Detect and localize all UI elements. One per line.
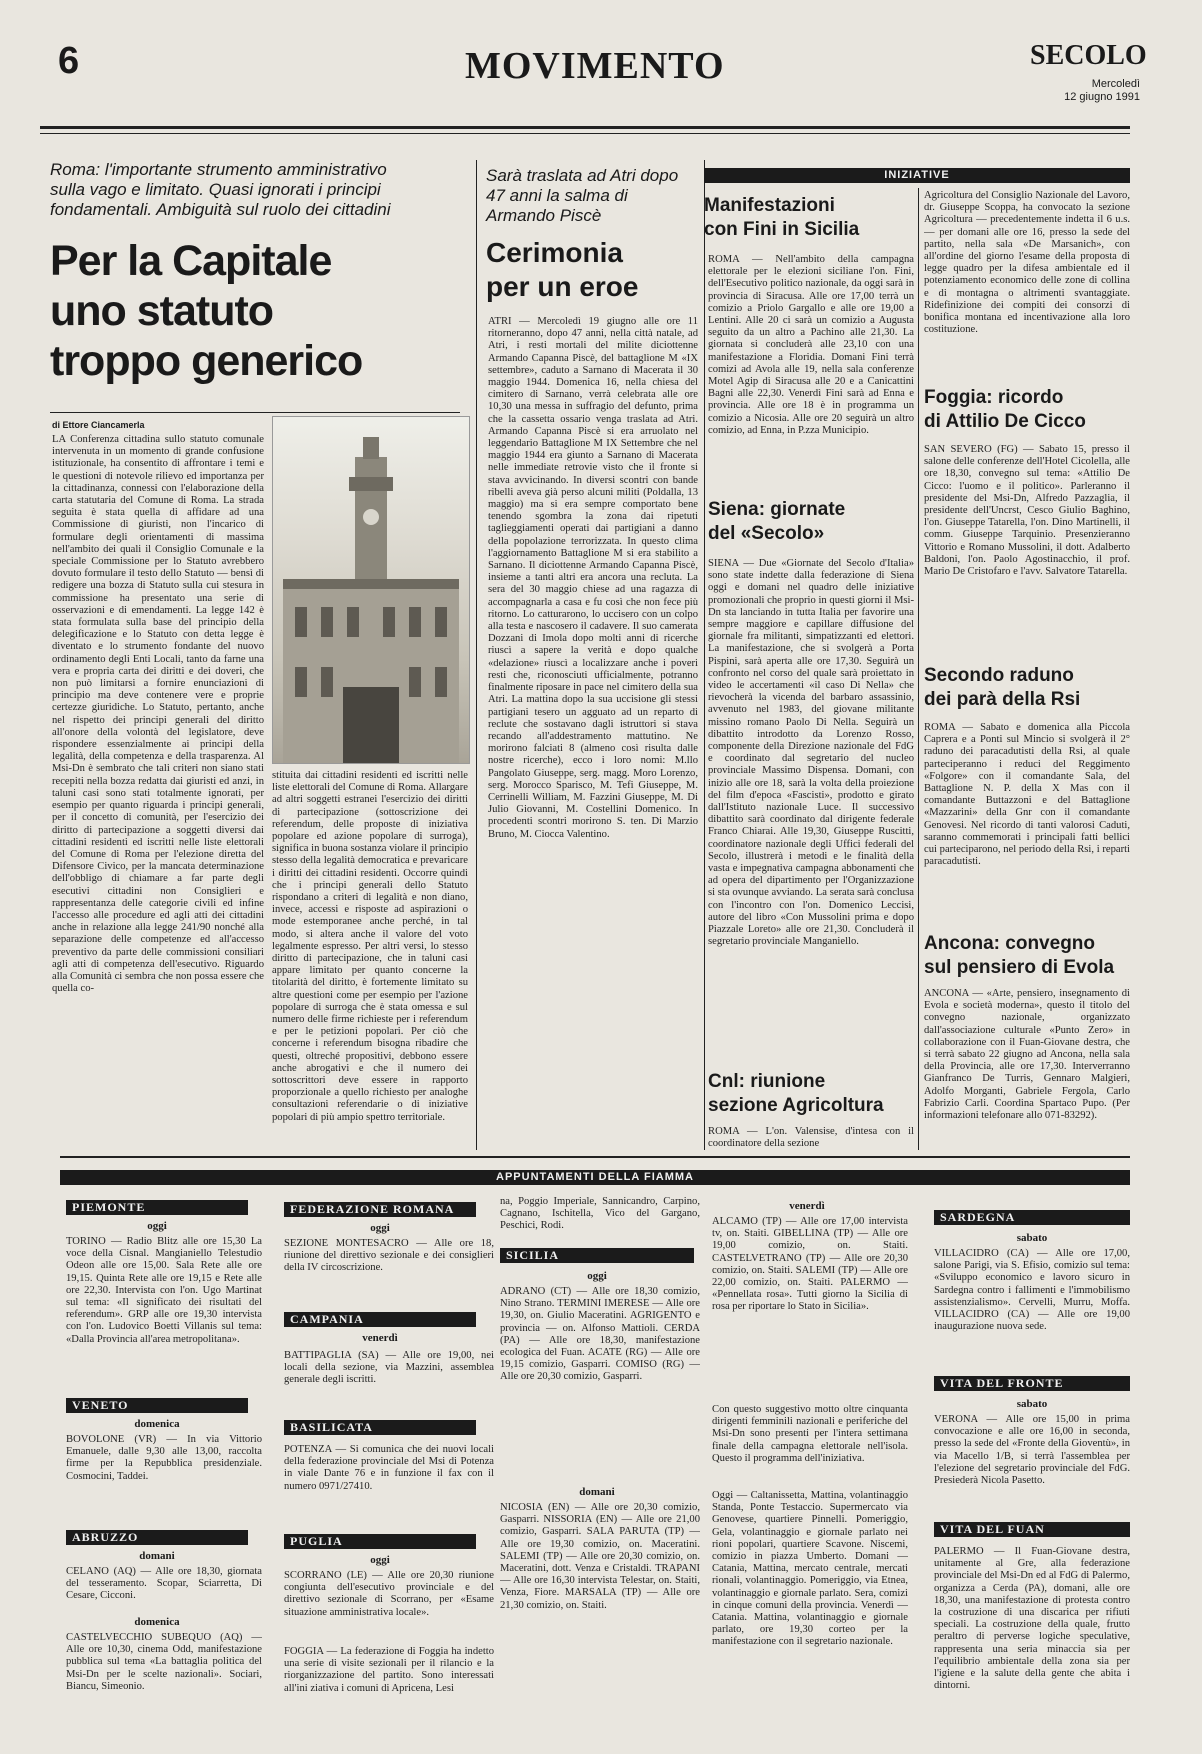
header-rule [40,126,1130,129]
sicilia-day-1: oggi [587,1270,607,1282]
campidoglio-photo [272,416,470,764]
ancona-body: ANCONA — «Arte, pensiero, insegnamento di Evola e società moderna», questo il titolo del convegno nazionale, organizzato dall'associazione culturale «Punto Zero» in collaborazione con il Fuan-Giovane destra, che si terrà sabato 22 giugno ad Ancona, nella sala della Provincia, alle ore 17,30. Interverranno Gianfranco De Turris, Gennaro Malgieri, Adolfo Morganti, Gabriele Fergola, Carlo Fabrizio Carli. Coordina Spartaco Pupo. (Per informazioni telefonare allo 071-83292). [924,988,1130,1122]
foggia-headline-line1: Foggia: ricordo [924,387,1064,408]
eroe-headline-line2: per un eroe [486,271,639,302]
veneto-body: BOVOLONE (VR) — In via Vittorio Emanuele, dalle 9,30 alle 13,00, raccolta firme per la Repubblica presidenziale. Cosmocini, Taddei. [66,1434,262,1482]
cnl-body: ROMA — L'on. Valensise, d'intesa con il coordinatore della sezione [708,1126,914,1150]
ancona-headline [924,932,1130,980]
column-rule-2 [704,160,705,1150]
appuntamenti-band: APPUNTAMENTI DELLA FIAMMA [60,1170,1130,1185]
abruzzo-day-1: domani [139,1550,175,1562]
region-campania: CAMPANIA [284,1312,476,1327]
eroe-headline-line1: Cerimonia [486,237,623,268]
puglia-body-2: FOGGIA — La federazione di Foggia ha indetto una serie di visite sezionali per il rilancio e la riorganizzazione del partito. Sono interessati all'ini ziativa i comuni di Apricena, Lesi [284,1646,494,1694]
sicilia-day-2: domani [579,1486,615,1498]
rsi-headline-line1: Secondo raduno [924,665,1074,686]
eroe-kicker: Sarà traslata ad Atri dopo 47 anni la salma di Armando Piscè [486,166,679,225]
fuan-body: PALERMO — Il Fuan-Giovane destra, unitamente al Gre, alla federazione provinciale del Msi-Dn ed al FdG di Palermo, organizza a Cerda (PA), domani, alle ore 18,30, una manifestazione di protesta contro la costruzione di una discarica per rifiuti speciali. La costruzione della quale, frutto peraltro di perverse logiche speculative, rappresenta una seria minaccia sia per l'equilibrio ambientale della zona sia per l'igiene e la salute della gente che abita i dintorni. [934,1546,1130,1692]
fronte-day: sabato [1016,1398,1048,1410]
sardegna-day: sabato [1016,1232,1048,1244]
federazione-body: SEZIONE MONTESACRO — Alle ore 18, riunione del direttivo sezionale e dei consiglieri della IV circoscrizione. [284,1238,494,1274]
lead-headline [50,236,450,386]
siena-headline [708,498,914,546]
fronte-body: VERONA — Alle ore 15,00 in prima convocazione e alle ore 16,00 in seconda, presso la sede del «Fronte della Gioventù», in via Macello 1/B, si terrà l'assemblea per l'elezione del segretario provinciale del FdG. Presiederà Nicola Pasetto. [934,1414,1130,1487]
region-vita-del-fuan: VITA DEL FUAN [934,1522,1130,1537]
section-title: MOVIMENTO [465,45,725,87]
lead-headline-line1: Per la Capitale [50,237,332,285]
issue-date [1040,78,1140,104]
lead-column-2: stituita dai cittadini residenti ed iscritti nelle liste elettorali del Comune di Roma. Allargare ad altri soggetti estranei l'esercizio dei diritti di partecipazione (sottoscrizione dei referendum, delle proposte di iniziativa popolare ed azione popolare di surroga), significa in buona sostanza violare il principio stesso della legalità democratica e prevaricare i diritti dei cittadini residenti. Occorre quindi che i principi generali dello Statuto rispondano a criteri di legalità e non diano, invece, accessi e risposte ad aspirazioni o mode estemporanee anche perché, in tal modo, si altera anche il valore del voto legalmente espresso. Per altri versi, lo stesso diritto di partecipazione, che in taluni casi appare limitato per quanto concerne la titolarità del diritto, è fortemente limitato su altre questioni come per esempio per l'azione popolare di surroga che è stata omessa e sul numero delle firme richieste per i referendum e per le petizioni popolari. Per ciò che concerne i referendum bisogna ribadire che questi, oltreché propositivi, debbono essere anche abrogativi e che il numero dei sottoscrittori deve essere in rapporto proporzionale a quello richiesto per analoghe consultazioni referendarie o di iniziative popolari di più ampio spettro territoriale. [272,770,468,1123]
cnl-headline-line1: Cnl: riunione [708,1071,826,1092]
siena-body: SIENA — Due «Giornate del Secolo d'Italia» sono state indette dalla federazione di Siena oggi e domani nel quadro delle iniziative promozionali che proprio in questi giorni il Msi-Dn sta lanciando in tutta Italia per favorire una sempre maggiore e capillare diffusione del giornale fra militanti, simpatizzanti ed elettori. La manifestazione, che si svolgerà a Porta Pispini, sarà aperta alle ore 17,30. Seguirà un confronto nel corso del quale sarà proiettato in video le accertamenti «il caso Di Nella» che rievocherà la vicenda del barbaro assassinio, avvenuto nel 1983, del giovane militante missino romano Paolo Di Nella. Seguirà un dibattito introdotto da Lorenzo Rosso, componente della Direzione nazionale del FdG e coordinato dal segretario del nucleo provinciale Massimo Dispensa. Domani, con inizio alle ore 18, sarà la volta della proiezione del film d'epoca «Fascisti», prodotto e girato dall'Istituto nazionale Luce. Il successivo dibattito sarà coordinato dal dirigente federale Franco Chiarai. Alle 19,30, Giuseppe Ruscitti, coordinatore nazionale degli Uffici federali del Secolo, illustrerà i metodi e le finalità della vasta e impegnativa campagna abbonamenti che ad opera del dipartimento per l'Organizzazione si sta ovunque avviando. La serata sarà conclusa con l'incontro con l'on. Domenico Leccisi, autore del libro «Con Mussolini prima e dopo Piazzale Loreto» alle ore 21,30. Concluderà il segretario provinciale Manganiello. [708,558,914,948]
region-sicilia: SICILIA [500,1248,694,1263]
puglia-body-1: SCORRANO (LE) — Alle ore 20,30 riunione congiunta dell'esecutivo provinciale e del direttivo sezionale di Scorrano, per «Esame situazione amministrativa locale». [284,1570,494,1618]
col4-body-1: ALCAMO (TP) — Alle ore 17,00 intervista tv, on. Staiti. GIBELLINA (TP) — Alle ore 19,00 comizio, on. Staiti. CASTELVETRANO (TP) — Alle ore 20,30 comizio, on. Staiti. SALEMI (TP) — Alle ore 22,00 comizio, on. Staiti. PALERMO — «Pennellata rosa». Tutti giorno la Sicilia di rosa per riportare lo Stato in Sicilia». [712,1216,908,1313]
foggia-body: SAN SEVERO (FG) — Sabato 15, presso il salone delle conferenze dell'Hotel Cicolella, alle ore 18,30, convegno sul tema: «Attilio De Cicco: l'uomo e il politico». Parleranno il presidente del Msi-Dn, Alfredo Pazzaglia, il presidente dell'Uncrst, Cesco Giulio Baghino, l'on. Giuseppe Tatarella, l'on. Dino Martinelli, il comm. Giuseppe Tarquinio. Presenzieranno Vittorio e Romano Mussolini, il dott. Adalberto Baldoni, l'on. Paolo Agostinacchio, il prof. Mario De Cristofaro e l'avv. Salvatore Tatarella. [924,444,1130,578]
abruzzo-day-2: domenica [134,1616,180,1628]
region-puglia: PUGLIA [284,1534,476,1549]
campidoglio-illustration [273,417,469,763]
siena-headline-line2: del «Secolo» [708,523,825,544]
campania-body: BATTIPAGLIA (SA) — Alle ore 19,00, nei locali della sezione, via Mazzini, assemblea generale degli iscritti. [284,1350,494,1386]
cnl-headline [708,1070,914,1118]
col4-body-2: Con questo suggestivo motto oltre cinquanta dirigenti femminili nazionali e periferiche del Msi-Dn sono presenti per l'intera settimana finale della campagna elettorale nell'isola. Questo il programma dell'iniziativa. [712,1404,908,1464]
region-abruzzo: ABRUZZO [66,1530,248,1545]
rsi-body: ROMA — Sabato e domenica alla Piccola Caprera e a Ponti sul Mincio si svolgerà il 2° raduno dei paracadutisti della Rsi, al quale parteciperanno i reduci del Reggimento «Folgore» con il comandante Sala, del Battaglione N. P. della X Mas con il comandante Buttazzoni e del Battaglione «Mazzarini» della Gnr con il comandante Genovesi. Nel ricordo di tanti valorosi Caduti, saranno commemorati i principali fatti bellici cui parteciparono, nel periodo della Rsi, i reparti paracadutisti. [924,722,1130,868]
fini-body: ROMA — Nell'ambito della campagna elettorale per le elezioni siciliane l'on. Fini, dell'Esecutivo politico nazionale, da oggi sarà in provincia di Siracusa. Alle ore 17,00 terrà un comizio a Priolo Gargallo e alle ore 19,00 a Lentini. Alle 20 ci sarà un comizio a Augusta seguito da un altro a Pachino alle 21,30. La giornata si concluderà alle 23,10 con una manifestazione a Floridia. Domani Fini terrà comizi ad Avola alle 19, nella sala conferenze Motel Agip di Siracusa alle 20 e a Canicattini Bagni alle 22,30. Venerdì Fini sarà ad Enna e provincia. Alle ore 18 è in programma un comizio a Nicosia. Alle ore 20 seguirà un altro comizio, ad Enna, in P.zza Municipio. [708,254,914,436]
fini-headline-line2: con Fini in Sicilia [704,219,860,240]
siena-headline-line1: Siena: giornate [708,499,846,520]
abruzzo-body-1: CELANO (AQ) — Alle ore 18,30, giornata del tesseramento. Scopar, Sciarretta, Di Cesare, Cicconi. [66,1566,262,1602]
campania-day: venerdì [362,1332,398,1344]
page-number: 6 [58,40,80,82]
region-sardegna: SARDEGNA [934,1210,1130,1225]
ancona-headline-line2: sul pensiero di Evola [924,957,1115,978]
lead-headline-line2: uno statuto [50,287,274,335]
iniziative-band: INIZIATIVE [704,168,1130,183]
lead-rule [50,412,460,413]
sicilia-continued: na, Poggio Imperiale, Sannicandro, Carpino, Cagnano, Ischitella, Vico del Gargano, Peschici, Rodi. [500,1196,700,1232]
fini-headline-line1: Manifestazioni [704,195,835,216]
cnl-body-continued: Agricoltura del Consiglio Nazionale del Lavoro, dr. Giuseppe Scoppa, ha convocato la sezione Agricoltura — precedentemente indetta il 6 u.s. — per domani alle ore 16, presso la sede del partito, nella sala «De Marsanich», con all'ordine del giorno l'esame della proposta di legge quadro per la difesa ambientale ed il potenziamento economico delle zone di collina e di montagna o altrimenti svantaggiate. Ridefinizione dei compiti dei consorzi di bonifica montana ed incentivazione alla loro costituzione. [924,190,1130,336]
fini-headline [704,194,914,242]
basilicata-body: POTENZA — Si comunica che dei nuovi locali della federazione provinciale del Msi di Potenza in viale Dante 76 e in funzione il fax con il numero 0971/27410. [284,1444,494,1492]
issue-day: 12 giugno 1991 [1064,91,1140,103]
newspaper-logo: SECOLO [1030,40,1147,71]
lead-column-1: LA Conferenza cittadina sullo statuto comunale intervenuta in un momento di grande confusione istituzionale, ha consentito di affrontare i temi e le questioni di notevole rilievo ed importanza per la cittadinanza, connessi con l'elaborazione della carta statutaria del Comune di Roma. La strada seguita è stata quella di affidare ad una Commissione di giuristi, non l'incarico di formulare degli orientamenti di massima nell'ambito dei quali il Consiglio Comunale e la speciale Commissione per lo Statuto avrebbero dovuto formulare il testo dello Statuto — bensì di redigere una bozza di Statuto sulla cui stesura in commissione ha presentato una serie di osservazioni e di emendamenti. La legge 142 è stata formulata sulla base del principio della delegificazione e lo Statuto con detta legge è diventato e lo strumento fondante del nuovo ordinamento degli Enti Locali, tanto da farne una vera e propria carta dei diritti e dei doveri, che non può limitarsi a fornire enunciazioni di principio ma deve contenere vere e proprie certezze giuridiche. Lo Statuto, pertanto, anche nel rispetto dei principi generali del diritto all'onore della volontà del legislatore, deve rispondere essenzialmente ai principi della legalità, della competenza e della trasparenza. Al Msi-Dn è sembrato che tali criteri non siano stati recepiti nella bozza redatta dai giuristi ed anzi, in taluni casi sono stati totalmente ignorati, per esempio per quanto riguarda i principi generali, per il concetto di comunità, per l'esercizio dei diritto di partecipazione a soggetti diversi dai cittadini residenti ed iscritti nelle liste elettorali del Comune di Roma per l'elezione diretta del Difensore Civico, per la mancata determinazione dell'obbligo di chiamare a far parte degli esecutivi cittadini non Consiglieri e rappresentanza delle categorie civili ed infine l'accesso alle procedure ed agli atti dei cittadini anche in relazione alla legge 241/90 nonché alla separazione delle competenze ed all'accesso preventivo da parte delle commissioni consiliari agli atti di competenza dell'esecutivo. Riguardo alla Comunità ci sembra che non possa essere che quella co- [52,434,264,995]
sicilia-body-2: NICOSIA (EN) — Alle ore 20,30 comizio, Gasparri. NISSORIA (EN) — Alle ore 21,00 comizio, Gasparri. SALA PARUTA (TP) — Alle ore 19,30 comizio, on. Maceratini. SALEMI (TP) — Alle ore 20,30 comizio, on. Maceratini, dott. Venza e Cristaldi. TRAPANI — Alle ore 16,30 intervista Telestar, on. Staiti, Venza, Fiore. MARSALA (TP) — Alle ore 21,30 comizio, on. Staiti. [500,1502,700,1611]
piemonte-day: oggi [147,1220,167,1232]
eroe-headline [486,236,696,304]
piemonte-body: TORINO — Radio Blitz alle ore 15,30 La voce della Cisnal. Mangianiello Telestudio Odeon alle ore 15,00. Sala Rete alle ore 19,15. Quinta Rete alle ore 19,15 e Rete alle ore 22,30. Intervista con l'on. Ugo Martinat sul tema: «Il significato dei risultati del referendum». GRP alle ore 19,30 intervista con l'on. Ludovico Boetti Villanis sul tema: «Dalla Provincia all'area metropolitana». [66,1236,262,1345]
lead-byline: di Ettore Ciancamerla [52,420,145,430]
puglia-day: oggi [370,1554,390,1566]
rsi-headline [924,664,1130,712]
header-rule-thin [40,133,1130,134]
rsi-headline-line2: dei parà della Rsi [924,689,1081,710]
foggia-headline [924,386,1130,434]
sardegna-body: VILLACIDRO (CA) — Alle ore 17,00, salone Parigi, via S. Efisio, comizio sul tema: «Sviluppo economico e lavoro sicuro in Sardegna contro i fallimenti e l'immobilismo assistenzialismo». Cervelli, Murru, Moffa. VILLACIDRO (CA) — Alle ore 19,00 inaugurazione nuova sede. [934,1248,1130,1333]
federazione-day: oggi [370,1222,390,1234]
col4-day: venerdì [789,1200,825,1212]
region-piemonte: PIEMONTE [66,1200,248,1215]
lead-headline-line3: troppo generico [50,337,363,385]
ancona-headline-line1: Ancona: convegno [924,933,1096,954]
foggia-headline-line2: di Attilio De Cicco [924,411,1086,432]
eroe-body: ATRI — Mercoledì 19 giugno alle ore 11 ritorneranno, dopo 47 anni, nella città natale, ad Atri, i resti mortali del milite diciottenne Armando Capanna Piscè, del battaglione M «IX settembre», caduto a Sarnano di Macerata il 30 maggio 1944. Domenica 16, nella chiesa del cimitero di Sarnano, verrà celebrata alle ore 10,30 una messa in suffragio del defunto, prima che la cassetta ossario venga traslata ad Atri. Armando Capanna Piscè si era arruolato nel leggendario Battaglione M IX Settembre che nel maggio 1944 era giunto a Sarnano di Macerata nelle immediate retrovie visto che il fronte si stava avvicinando. In diversi scontri con bande ribelli aveva già perso alcuni militi (Poldalla, 13 maggio) ma si era sempre comportato bene tenendo sgombra la zona dai ripetuti taglieggiamenti operati dai partigiani a danno della popolazione terrorizzata. In questo clima l'aggiornamento Battaglione M si era stabilito a Sarnano. Il diciottenne Armando Capanna Piscè, insieme a tanti altri era ancora una recluta. La sera del 30 maggio chiese ad una ragazza di accompagnarla a casa e fu così che non fece più ritorno. Lo catturarono, lo uccisero con un colpo alla testa e nascosero il cadavere. Il suo camerata Dozzani di Imola dopo molti anni di ricerche riuscì a sapere la verità e dopo qualche «delazione» riuscì a localizzare anche i poveri resti che, riconosciuti ufficialmente, potranno finalmente riposare in pace nel cimitero della sua Atri. La mattina dopo la sua uccisione gli stessi partigiani tesero un agguato ad un reparto di reclute che sostavano dagli istruttori si stava recando all'addestramento mattutino. Ne morirono falciati 8 (almeno così risulta dalle nostre ricerche), ecco i loro nomi: M.llo Pangolato Giuseppe, serg. magg. Moro Lorenzo, serg. Morocco Sparisco, M. Tefi Giuseppe, M. Cerrinelli William, M. Fazzini Giuseppe, M. Di Julio Giovanni, M. Costellini Domenico. In procedenti scontri morirono S. ten. Di Marzio Bruno, M. Ciocca Valentino. [488,316,698,840]
region-basilicata: BASILICATA [284,1420,476,1435]
region-federazione-romana: FEDERAZIONE ROMANA [284,1202,476,1217]
issue-weekday: Mercoledì [1091,78,1140,90]
column-rule-1 [476,160,477,1150]
appuntamenti-rule [60,1156,1130,1158]
lead-kicker: Roma: l'importante strumento amministrativo sulla vago e limitato. Quasi ignorati i principi fondamentali. Ambiguità sul ruolo dei cittadini [50,160,391,219]
abruzzo-body-2: CASTELVECCHIO SUBEQUO (AQ) — Alle ore 10,30, cinema Odd, manifestazione pubblica sul tema «La battaglia politica del Msi-Dn per le scelte nazionali». Sociari, Biancu, Simeonio. [66,1632,262,1692]
col4-body-3: Oggi — Caltanissetta, Mattina, volantinaggio Standa, Ponte Testaccio. Supermercato via Genovese, quartiere Pinnelli. Pomeriggio, Gela, volantinaggio e giornale parlato nei rioni popolari, quartiere Scavone. Niscemi, comizio in piazza Umberto. Domani — Catania, Mattina, mercato centrale, mercati rionali, volantinaggio. Pomeriggio, via Etnea, volantinaggio e giornale parlato. Sera, comizi in cinque comuni della provincia. Venerdì — Catania. Mattina, volantinaggio e giornale parlato, ore 19,30 corteo per la manifestazione con il segretario nazionale. [712,1490,908,1648]
region-vita-del-fronte: VITA DEL FRONTE [934,1376,1130,1391]
cnl-headline-line2: sezione Agricoltura [708,1095,884,1116]
veneto-day: domenica [134,1418,180,1430]
region-veneto: VENETO [66,1398,248,1413]
column-rule-3 [918,188,919,1150]
sicilia-body-1: ADRANO (CT) — Alle ore 18,30 comizio, Nino Strano. TERMINI IMERESE — Alle ore 19,30, on. Giulio Maceratini. AGRIGENTO e provincia — on. Alfonso Mattioli. CERDA (PA) — Alle ore 18,30, manifestazione ecologica del Fuan. ACATE (RG) — Alle ore 19,15 comizio, Gasparri. COMISO (RG) — Alle ore 20,30 comizio, Gasparri. [500,1286,700,1383]
